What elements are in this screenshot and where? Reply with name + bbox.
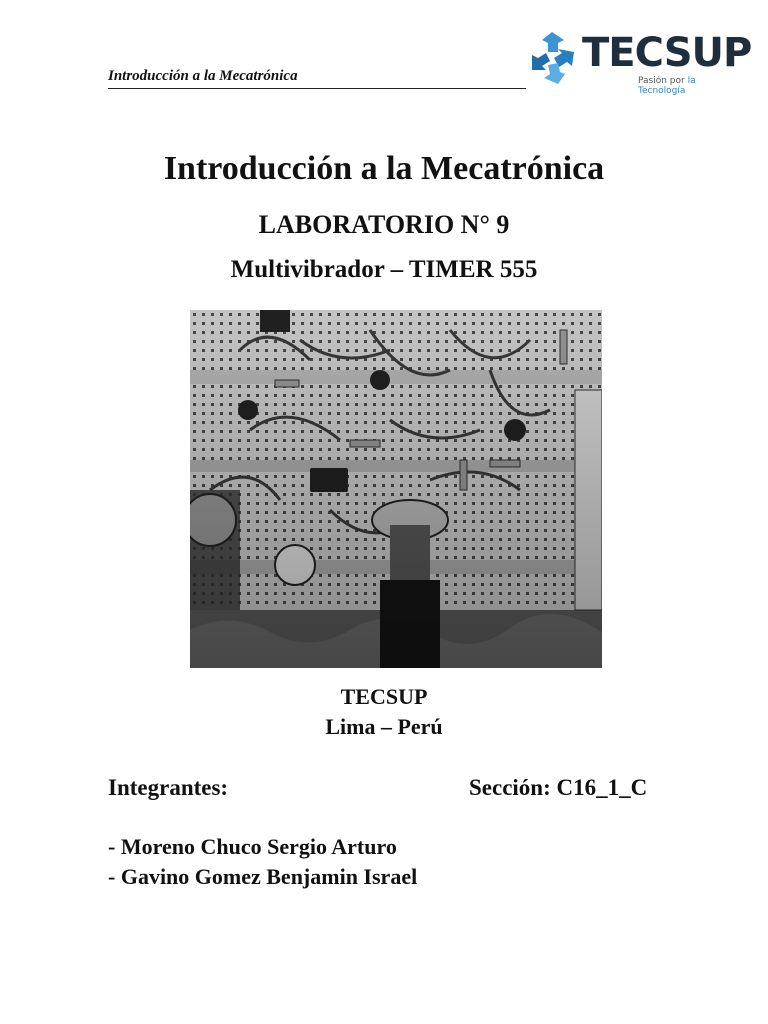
institution-name: TECSUP bbox=[340, 684, 428, 709]
running-header-title: Introducción a la Mecatrónica bbox=[108, 68, 298, 84]
tecsup-logo bbox=[528, 28, 752, 96]
location: Lima – Perú bbox=[325, 714, 443, 739]
tecsup-arrows-logo-icon bbox=[528, 30, 580, 86]
page-title: Introducción a la Mecatrónica bbox=[163, 150, 605, 187]
members-label: Integrantes: bbox=[108, 775, 229, 800]
header-rule bbox=[108, 88, 526, 89]
logo-brand: TECSUP bbox=[582, 30, 752, 76]
lab-number: LABORATORIO N° 9 bbox=[258, 210, 510, 239]
logo-tagline bbox=[638, 76, 738, 96]
logo-tagline-prefix: Pasión por bbox=[638, 76, 688, 86]
lab-topic: Multivibrador – TIMER 555 bbox=[230, 256, 538, 283]
breadboard-circuit-photo bbox=[190, 310, 602, 668]
logo-tagline-accent: la Tecnología bbox=[638, 76, 696, 96]
member-item: - Gavino Gomez Benjamin Israel bbox=[108, 864, 418, 889]
section-label: Sección: C16_1_C bbox=[469, 775, 648, 800]
member-item: - Moreno Chuco Sergio Arturo bbox=[108, 834, 397, 859]
